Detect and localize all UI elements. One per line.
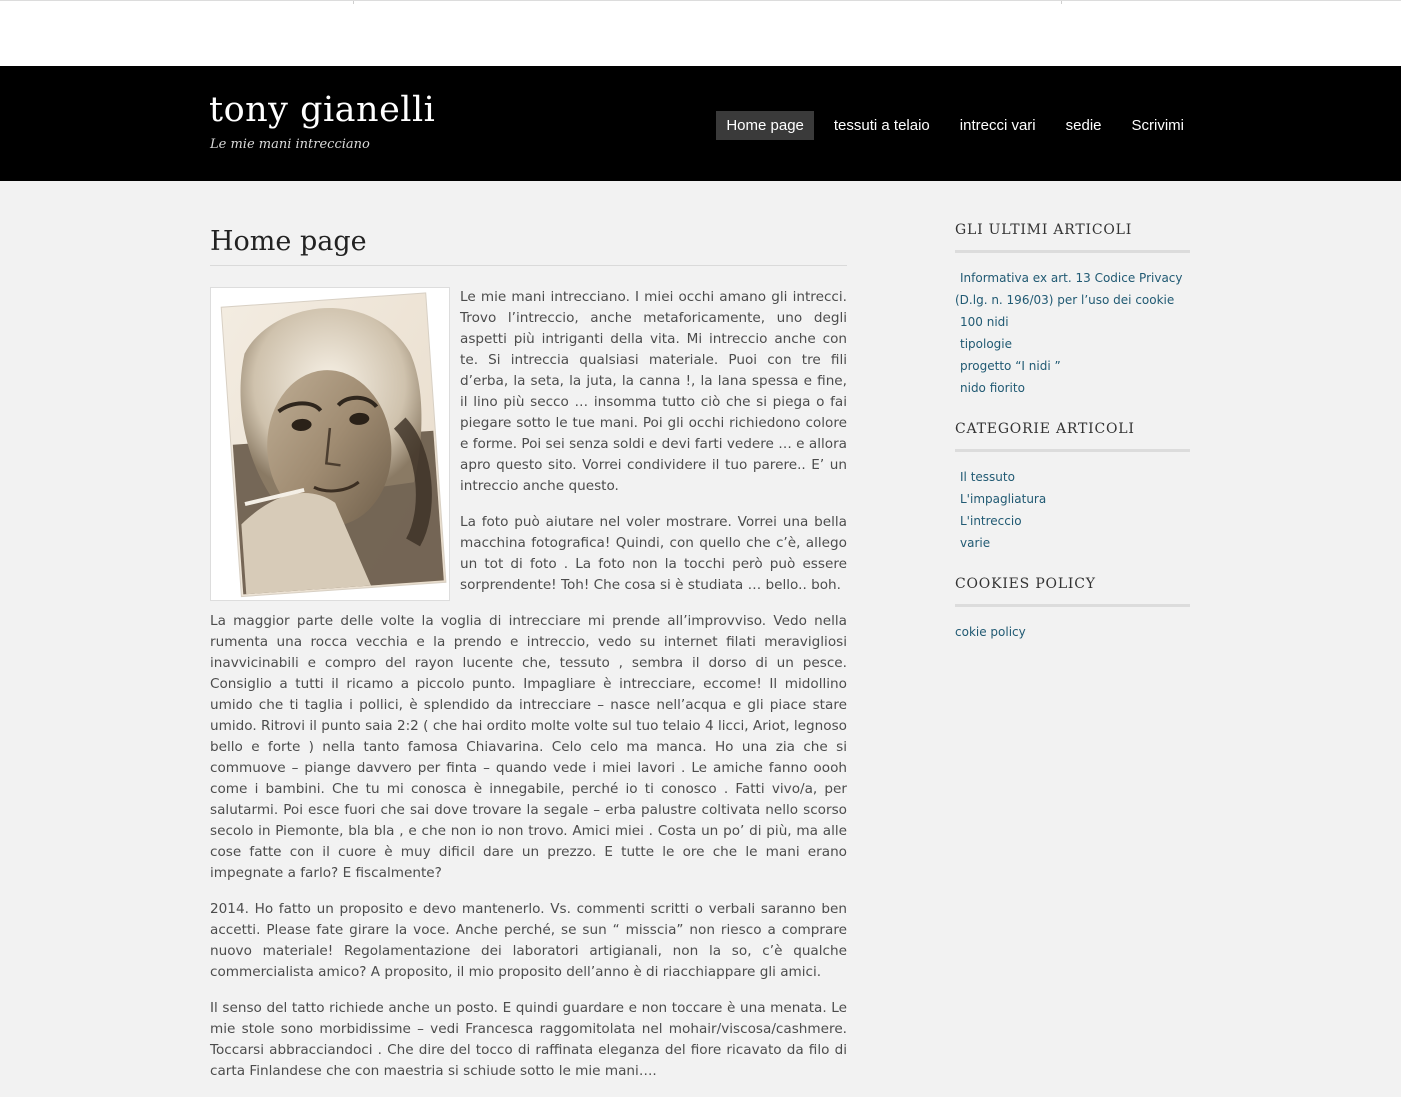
list-item xyxy=(955,355,1190,377)
portrait-photo[interactable] xyxy=(210,287,450,601)
list-item xyxy=(955,377,1190,399)
site-header xyxy=(0,66,1401,181)
main-navigation xyxy=(706,111,1194,140)
recent-post-link[interactable]: tipologie xyxy=(960,337,1013,351)
recent-post-link[interactable]: Informativa ex art. 13 Codice Privacy (D.lg. n. 196/03) per l’uso dei cookie xyxy=(955,271,1183,307)
list-item xyxy=(955,466,1190,488)
widget-title-cookies: COOKIES POLICY xyxy=(955,576,1190,607)
page-title: Home page xyxy=(210,226,847,266)
nav-item-sedie[interactable]: sedie xyxy=(1065,117,1102,134)
list-item xyxy=(955,333,1190,355)
nav-item-scrivimi[interactable]: Scrivimi xyxy=(1131,117,1184,134)
list-item xyxy=(955,267,1190,311)
strip-tick xyxy=(353,1,354,4)
list-item xyxy=(955,510,1190,532)
cookie-policy-link[interactable]: cokie policy xyxy=(955,625,1026,639)
list-item xyxy=(955,311,1190,333)
category-link[interactable]: L'impagliatura xyxy=(960,492,1047,506)
list-item xyxy=(955,488,1190,510)
widget-recent-posts xyxy=(955,222,1190,399)
paragraph-3: La maggior parte delle volte la voglia di intrecciare mi prende all’improvviso. Vedo nella rumenta una rocca vecchia e la prendo e intreccio, vedo su internet filati meravigliosi inavvicinabili e compro del rayon lucente che, tessuto , sembra il dorso di un pesce. Consiglio a tutti il ricamo a piccolo punto. Impagliare è intrecciare, eccome! Il midollino umido che ti taglia i pollici, è splendido da intrecciare – nasce nell’acqua e gli piace stare umido. Ritrovi il punto saia 2:2 ( che hai ordito molte volte sul tuo telaio 4 licci, Ariot, legnoso bello e forte ) nella tanto famosa Chiavarina. Celo celo ma manca. Ho una zia che si commuove – piange davvero per finta – quando vede i miei lavori . Le amiche fanno oooh come i bambini. Che tu mi conosca è innegabile, perché io ti conosco . Fatti vivo/a, per salutarmi. Poi esce fuori che sai dove trovare la segale – erba palustre coltivata nello scorso secolo in Piemonte, bla bla , e che non io non trovo. Amici miei . Costa un po’ di più, ma alle cose fatte con il cuore è muy dificil dare un prezzo. E tutte le ore che le mani erano impegnate a farlo? E fiscalmente? xyxy=(210,613,847,881)
list-item xyxy=(955,532,1190,554)
widget-categories xyxy=(955,421,1190,554)
paragraph-1: Le mie mani intrecciano. I miei occhi amano gli intrecci. Trovo l’intreccio, anche metaforicamente, uno degli aspetti più intriganti della vita. Mi intreccio anche con te. Si intreccia qualsiasi materiale. Puoi con tre fili d’erba, la seta, la juta, la canna !, la lana spessa e fine, il lino più secco … insomma tutto ciò che si piega o fai piegare sotto le tue mani. Poi gli occhi richiedono colore e forme. Poi sei senza soldi e devi farti vedere … e allora apro questo sito. Vorrei condividere il tuo parere.. E’ un intreccio anche questo. xyxy=(460,289,847,494)
widget-title-categories: CATEGORIE ARTICOLI xyxy=(955,421,1190,452)
strip-tick xyxy=(1061,1,1062,4)
site-tagline: Le mie mani intrecciano xyxy=(210,137,370,152)
category-link[interactable]: L'intreccio xyxy=(960,514,1022,528)
category-link[interactable]: varie xyxy=(960,536,991,550)
nav-item-tessuti-a-telaio[interactable]: tessuti a telaio xyxy=(833,117,930,134)
category-link[interactable]: Il tessuto xyxy=(960,470,1015,484)
nav-item-intrecci-vari[interactable]: intrecci vari xyxy=(959,117,1036,134)
nav-item-home-page[interactable]: Home page xyxy=(716,111,814,140)
paragraph-2: La foto può aiutare nel voler mostrare. Vorrei una bella macchina fotografica! Quindi, con quello che c’è, allego un tot di foto . La foto non la tocchi però può essere sorprendente! Toh! Che cosa si è studiata … bello.. boh. xyxy=(460,514,847,593)
sidebar xyxy=(955,222,1190,665)
browser-top-strip xyxy=(0,0,1401,66)
list-item xyxy=(955,621,1190,643)
recent-post-link[interactable]: 100 nidi xyxy=(960,315,1009,329)
site-title[interactable]: tony gianelli xyxy=(209,90,436,130)
recent-post-link[interactable]: nido fiorito xyxy=(960,381,1025,395)
widget-cookies-policy xyxy=(955,576,1190,643)
entry-content xyxy=(210,287,847,1082)
widget-title-recent: GLI ULTIMI ARTICOLI xyxy=(955,222,1190,253)
paragraph-4: 2014. Ho fatto un proposito e devo mantenerlo. Vs. commenti scritti o verbali saranno ben accetti. Please fate girare la voce. Anche perché, se sun “ misscia” non riesco a comprare nuovo materiale! Regolamentazione dei laboratori artigianali, non la so, c’è qualche commercialista amico? A proposito, il mio proposito dell’anno è di riacchiappare gli amici. xyxy=(210,901,847,980)
recent-post-link[interactable]: progetto “I nidi ” xyxy=(960,359,1061,373)
paragraph-5: Il senso del tatto richiede anche un posto. E quindi guardare e non toccare è una menata. Le mie stole sono morbidissime – vedi Francesca raggomitolata nel mohair/viscosa/cashmere. Toccarsi abbracciandoci . Che dire del tocco di raffinata eleganza del fiore ricavato da filo di carta Finlandese che con maestria si schiude sotto le mie mani…. xyxy=(210,1000,847,1079)
main-content xyxy=(210,226,847,1097)
